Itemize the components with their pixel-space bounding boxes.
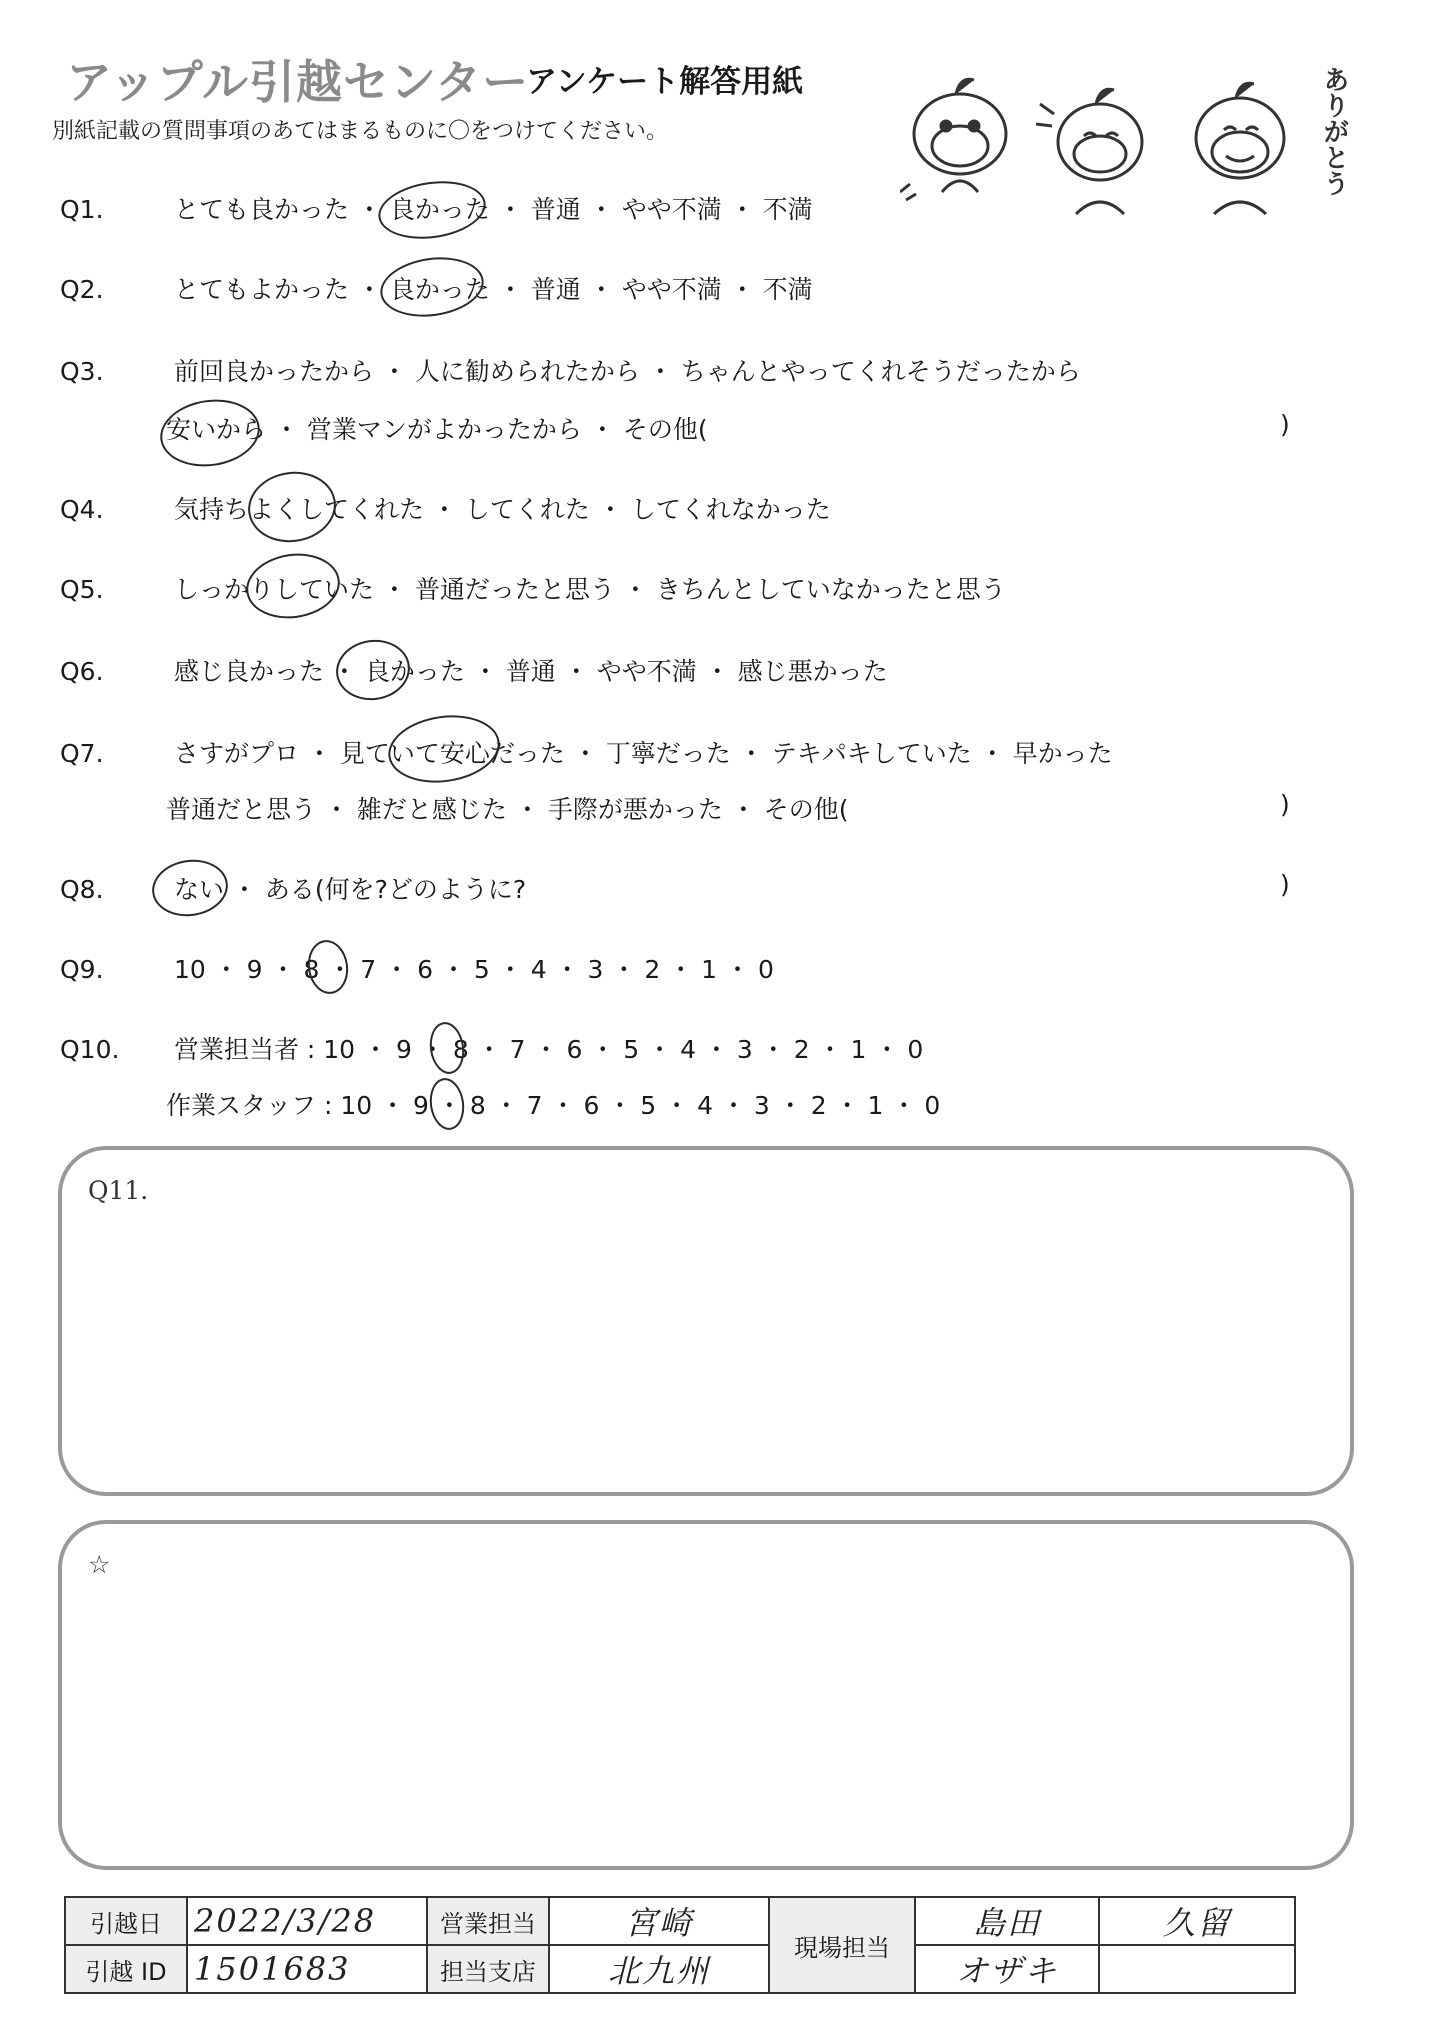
q10-sales-option[interactable]: 10 bbox=[323, 1035, 356, 1064]
answer-circle bbox=[427, 1076, 468, 1132]
move-id-label: 引越 ID bbox=[65, 1945, 187, 1993]
monkey-icon bbox=[1036, 89, 1142, 214]
q10-sales-option[interactable]: ・ 8 bbox=[420, 1035, 469, 1064]
q3-option[interactable]: ・ ちゃんとやってくれそうだったから bbox=[648, 357, 1081, 386]
q10-sales-option[interactable]: ・ 0 bbox=[874, 1035, 923, 1064]
answer-circle bbox=[156, 393, 267, 472]
q5-option[interactable]: ・ 普通だったと思う bbox=[382, 575, 615, 604]
q11-answer-box[interactable] bbox=[58, 1146, 1354, 1496]
q7-close-paren: ) bbox=[1280, 790, 1290, 819]
q7-option[interactable]: ・ その他( bbox=[731, 795, 849, 824]
q7-option[interactable]: ・ 雑だと感じた bbox=[324, 795, 507, 824]
star-icon: ☆ bbox=[88, 1550, 111, 1579]
q10-staff-option[interactable]: 10 bbox=[340, 1091, 373, 1120]
mascot-caption: ありがとう bbox=[1319, 66, 1349, 196]
q7-option[interactable]: ・ テキパキしていた bbox=[739, 739, 972, 768]
brand-title: アップル引越センター bbox=[66, 55, 530, 109]
q7-option[interactable]: さすがプロ bbox=[173, 739, 299, 768]
form-subtitle: アンケート解答用紙 bbox=[526, 64, 804, 100]
site-staff-value[interactable]: 島田 bbox=[972, 1904, 1041, 1942]
q2-option[interactable]: とてもよかった bbox=[173, 275, 349, 304]
q7-option[interactable]: ・ 丁寧だった bbox=[573, 739, 731, 768]
q2-option[interactable]: ・ 不満 bbox=[730, 275, 813, 304]
q9-option[interactable]: ・ 7 bbox=[327, 955, 376, 984]
q9-option[interactable]: ・ 0 bbox=[725, 955, 774, 984]
q10-staff-option[interactable]: ・ 9 bbox=[380, 1091, 429, 1120]
q9-option[interactable]: 10 bbox=[173, 955, 206, 984]
question-q7 bbox=[60, 734, 1113, 770]
answer-circle bbox=[242, 548, 344, 624]
monkey-icon bbox=[900, 79, 1006, 200]
move-info-table bbox=[64, 1896, 1296, 1994]
q1-label: Q1. bbox=[60, 195, 104, 224]
q8-option[interactable]: ・ ある(何を?どのように? bbox=[232, 875, 526, 904]
q6-label: Q6. bbox=[60, 657, 104, 686]
q6-option[interactable]: ・ 感じ悪かった bbox=[705, 657, 888, 686]
q10-staff-option[interactable]: ・ 4 bbox=[664, 1091, 713, 1120]
answer-circle bbox=[427, 1020, 468, 1076]
q7-option[interactable]: ・ 早かった bbox=[980, 739, 1113, 768]
q2-option[interactable]: ・ 普通 bbox=[498, 275, 581, 304]
answer-circle bbox=[244, 466, 341, 548]
question-q6 bbox=[60, 652, 888, 688]
q4-option[interactable]: ・ してくれなかった bbox=[598, 495, 831, 524]
q2-option[interactable]: ・ 良かった bbox=[357, 275, 490, 304]
mascot-illustration bbox=[900, 64, 1360, 234]
q1-option[interactable]: とても良かった bbox=[173, 195, 349, 224]
q10-staff-option[interactable]: ・ 0 bbox=[891, 1091, 940, 1120]
q10-staff-option[interactable]: ・ 2 bbox=[778, 1091, 827, 1120]
q8-label: Q8. bbox=[60, 875, 104, 904]
q10-sales-option[interactable]: ・ 6 bbox=[533, 1035, 582, 1064]
question-q3 bbox=[60, 352, 1081, 388]
answer-circle bbox=[304, 937, 351, 996]
q9-option[interactable]: ・ 3 bbox=[555, 955, 604, 984]
q10-sales-option[interactable]: ・ 4 bbox=[647, 1035, 696, 1064]
site-staff-value[interactable]: 久留 bbox=[1162, 1904, 1231, 1942]
q5-option[interactable]: しっかりしていた bbox=[173, 575, 374, 604]
q4-option[interactable]: ・ してくれた bbox=[432, 495, 590, 524]
q9-option[interactable]: ・ 1 bbox=[668, 955, 717, 984]
q3-option[interactable]: 前回良かったから bbox=[173, 357, 374, 386]
q10-staff-option[interactable]: ・ 6 bbox=[551, 1091, 600, 1120]
q8-option[interactable]: ない bbox=[173, 875, 224, 904]
q9-option[interactable]: ・ 2 bbox=[611, 955, 660, 984]
q1-option[interactable]: ・ 普通 bbox=[498, 195, 581, 224]
q10-sales-option[interactable]: ・ 2 bbox=[761, 1035, 810, 1064]
comment-box[interactable] bbox=[58, 1520, 1354, 1870]
site-staff-value[interactable]: オザキ bbox=[955, 1952, 1058, 1990]
q10-sales-option[interactable]: ・ 7 bbox=[477, 1035, 526, 1064]
q5-option[interactable]: ・ きちんとしていなかったと思う bbox=[623, 575, 1006, 604]
q1-option[interactable]: ・ 良かった bbox=[357, 195, 490, 224]
question-q4 bbox=[60, 490, 831, 526]
answer-circle bbox=[384, 709, 504, 790]
question-q9 bbox=[60, 950, 774, 986]
answer-circle bbox=[376, 251, 487, 323]
q10-staff-option[interactable]: ・ 5 bbox=[607, 1091, 656, 1120]
q7-label: Q7. bbox=[60, 739, 104, 768]
instruction-text: 別紙記載の質問事項のあてはまるものに〇をつけてください。 bbox=[52, 119, 669, 144]
question-q10 bbox=[60, 1030, 923, 1066]
sales-rep-value[interactable]: 宮崎 bbox=[624, 1904, 693, 1942]
q10-staff-label: 作業スタッフ : bbox=[166, 1091, 333, 1120]
q10-sales-option[interactable]: ・ 3 bbox=[704, 1035, 753, 1064]
q9-option[interactable]: ・ 5 bbox=[441, 955, 490, 984]
q2-label: Q2. bbox=[60, 275, 104, 304]
move-id-value[interactable]: 1501683 bbox=[194, 1950, 351, 1988]
q7-option[interactable]: ・ 見ていて安心だった bbox=[307, 739, 565, 768]
site-staff-label: 現場担当 bbox=[769, 1897, 915, 1993]
q3-label: Q3. bbox=[60, 357, 104, 386]
answer-circle bbox=[375, 175, 490, 245]
q7-option[interactable]: ・ 手際が悪かった bbox=[515, 795, 723, 824]
answer-circle bbox=[148, 855, 231, 921]
q10-staff-option[interactable]: ・ 7 bbox=[494, 1091, 543, 1120]
q9-option[interactable]: ・ 6 bbox=[384, 955, 433, 984]
q6-option[interactable]: ・ 良かった bbox=[332, 657, 465, 686]
q10-staff-option[interactable]: ・ 8 bbox=[437, 1091, 486, 1120]
q3-option[interactable]: ・ その他( bbox=[590, 415, 708, 444]
q3-option[interactable]: ・ 営業マンがよかったから bbox=[274, 415, 582, 444]
q10-staff-option[interactable]: ・ 3 bbox=[721, 1091, 770, 1120]
q9-option[interactable]: ・ 8 bbox=[271, 955, 320, 984]
q10-sales-option[interactable]: ・ 9 bbox=[363, 1035, 412, 1064]
q10-sales-option[interactable]: ・ 1 bbox=[818, 1035, 867, 1064]
branch-value[interactable]: 北九州 bbox=[607, 1952, 710, 1990]
q8-close-paren: ) bbox=[1280, 870, 1290, 899]
answer-circle bbox=[332, 635, 414, 705]
q7-option[interactable]: 普通だと思う bbox=[166, 795, 317, 824]
q10-label: Q10. bbox=[60, 1035, 120, 1064]
q9-option[interactable]: ・ 4 bbox=[498, 955, 547, 984]
q10-sales-option[interactable]: ・ 5 bbox=[590, 1035, 639, 1064]
q2-option[interactable]: ・ やや不満 bbox=[589, 275, 722, 304]
q10-staff-line bbox=[166, 1086, 940, 1122]
q3-option[interactable]: 安いから bbox=[166, 415, 267, 444]
q9-label: Q9. bbox=[60, 955, 104, 984]
sales-rep-label: 営業担当 bbox=[427, 1897, 549, 1945]
move-date-label: 引越日 bbox=[65, 1897, 187, 1945]
q4-label: Q4. bbox=[60, 495, 104, 524]
q9-option[interactable]: ・ 9 bbox=[214, 955, 263, 984]
q5-label: Q5. bbox=[60, 575, 104, 604]
question-q8 bbox=[60, 870, 526, 906]
q6-option[interactable]: ・ やや不満 bbox=[564, 657, 697, 686]
q11-label: Q11. bbox=[88, 1176, 149, 1205]
question-q5 bbox=[60, 570, 1006, 606]
q10-sales-label: 営業担当者 : bbox=[173, 1035, 316, 1064]
move-date-value[interactable]: 2022/3/28 bbox=[194, 1902, 377, 1940]
q7-line2 bbox=[166, 790, 849, 826]
monkey-icon bbox=[1196, 83, 1284, 214]
q3-close-paren: ) bbox=[1280, 410, 1290, 439]
q6-option[interactable]: ・ 普通 bbox=[473, 657, 556, 686]
q1-option[interactable]: ・ 不満 bbox=[730, 195, 813, 224]
q10-staff-option[interactable]: ・ 1 bbox=[835, 1091, 884, 1120]
q3-option[interactable]: ・ 人に勧められたから bbox=[382, 357, 640, 386]
q6-option[interactable]: 感じ良かった bbox=[173, 657, 324, 686]
q1-option[interactable]: ・ やや不満 bbox=[589, 195, 722, 224]
q4-option[interactable]: 気持ちよくしてくれた bbox=[173, 495, 424, 524]
branch-label: 担当支店 bbox=[427, 1945, 549, 1993]
